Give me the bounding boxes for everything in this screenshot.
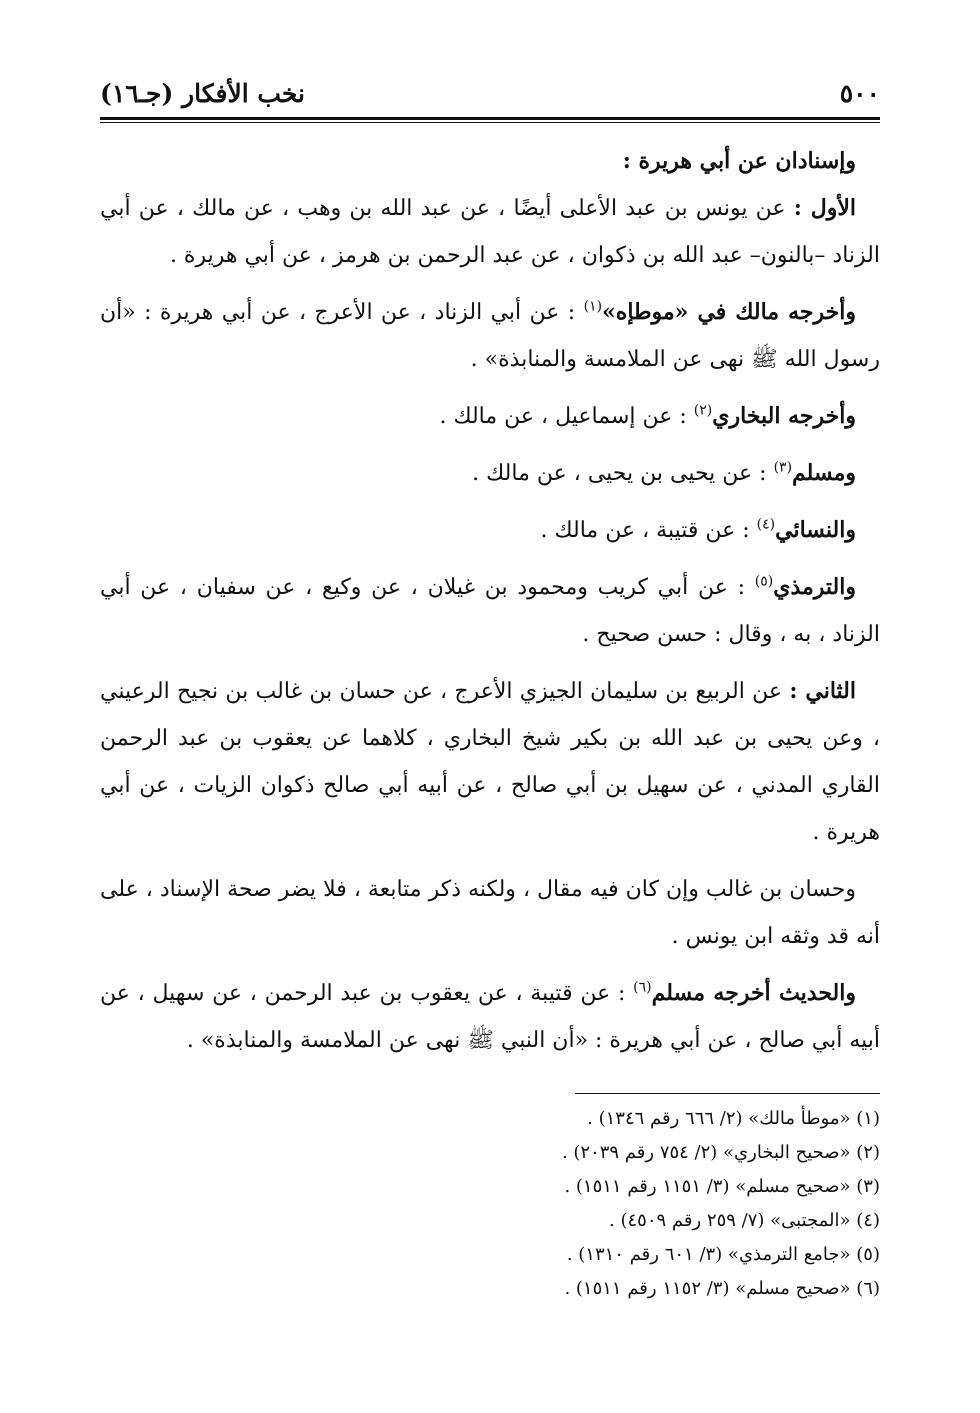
first-lead: الأول :: [793, 195, 856, 221]
footnote-5: (٥) «جامع الترمذي» (٣/ ٦٠١ رقم ١٣١٠) .: [566, 1244, 880, 1265]
tirmidhi-text: : عن أبي كريب ومحمود بن غيلان ، عن وكيع ، عن سفيان ، عن أبي الزناد ، به ، وقال : حسن صحيح .: [100, 575, 880, 647]
header-rule-thin: [100, 122, 880, 123]
muslim-paragraph: [100, 450, 880, 497]
footnote-6: (٦) «صحيح مسلم» (٣/ ١١٥٢ رقم ١٥١١) .: [564, 1278, 880, 1299]
hadith-lead: والحديث أخرجه مسلم: [651, 980, 856, 1006]
footnote-2: (٢) «صحيح البخاري» (٢/ ٧٥٤ رقم ٢٠٣٩) .: [561, 1142, 880, 1163]
footnote-ref-5: (٥): [754, 573, 774, 590]
malik-paragraph: [100, 289, 880, 383]
footnotes: [100, 1102, 880, 1306]
page-number: ٥٠٠: [839, 78, 880, 108]
muslim-text: : عن يحيى بن يحيى ، عن مالك .: [472, 461, 774, 486]
first-chain-paragraph: [100, 185, 880, 279]
tirmidhi-lead: والترمذي: [773, 574, 856, 600]
bukhari-text: : عن إسماعيل ، عن مالك .: [439, 404, 694, 429]
hadith-text: : عن قتيبة ، عن يعقوب بن عبد الرحمن ، عن سهيل ، عن أبيه أبي صالح ، عن أبي هريرة : «أن النبي ﷺ نهى عن الملامسة والمنابذة» .: [100, 981, 880, 1053]
malik-text: : عن أبي الزناد ، عن الأعرج ، عن أبي هريرة : «أن رسول الله ﷺ نهى عن الملامسة والمنابذة» .: [100, 300, 880, 372]
bukhari-paragraph: [100, 393, 880, 440]
hassan-paragraph: وحسان بن غالب وإن كان فيه مقال ، ولكنه ذكر متابعة ، فلا يضر صحة الإسناد ، على أنه قد وثقه ابن يونس .: [100, 877, 880, 949]
second-text: عن الربيع بن سليمان الجيزي الأعرج ، عن حسان بن غالب بن نجيح الرعيني ، وعن يحيى بن عبد الله بن بكير شيخ البخاري ، كلاهما عن يعقوب بن عبد الرحمن القاري المدني ، عن سهيل بن أبي صالح ، عن أبيه أبي صالح ذكوان الزيات ، عن أبي هريرة .: [100, 679, 880, 845]
footnote-ref-3: (٣): [773, 459, 793, 476]
footnote-separator: [575, 1093, 880, 1094]
footnote-ref-4: (٤): [756, 516, 776, 533]
muslim-lead: ومسلم: [792, 460, 856, 486]
footnote-1: (١) «موطأ مالك» (٢/ ٦٦٦ رقم ١٣٤٦) .: [587, 1108, 880, 1129]
footnote-3: (٣) «صحيح مسلم» (٣/ ١١٥١ رقم ١٥١١) .: [564, 1176, 880, 1197]
footnote-ref-2: (٢): [693, 402, 713, 419]
header-rule: [100, 117, 880, 120]
main-text: [100, 138, 880, 1064]
second-lead: الثاني :: [789, 678, 856, 704]
hadith-paragraph: [100, 970, 880, 1064]
first-text: عن يونس بن عبد الأعلى أيضًا ، عن عبد الله بن وهب ، عن مالك ، عن أبي الزناد –بالنون– عبد الله بن ذكوان ، عن عبد الرحمن بن هرمز ، عن أبي هريرة .: [100, 196, 880, 268]
nasai-lead: والنسائي: [775, 517, 856, 543]
nasai-text: : عن قتيبة ، عن مالك .: [540, 518, 757, 543]
tirmidhi-paragraph: [100, 564, 880, 658]
book-title: نخب الأفكار (جـ١٦): [100, 78, 306, 108]
second-chain-paragraph: [100, 668, 880, 856]
footnote-ref-6: (٦): [633, 979, 652, 996]
bukhari-lead: وأخرجه البخاري: [712, 403, 856, 429]
nasai-paragraph: [100, 507, 880, 554]
footnote-4: (٤) «المجتبى» (٧/ ٢٥٩ رقم ٤٥٠٩) .: [609, 1210, 880, 1231]
footnote-ref-1: (١): [583, 298, 603, 315]
malik-lead: وأخرجه مالك في «موطإه»: [602, 299, 856, 325]
running-header: [100, 70, 880, 116]
intro-line: وإسنادان عن أبي هريرة :: [622, 148, 856, 174]
